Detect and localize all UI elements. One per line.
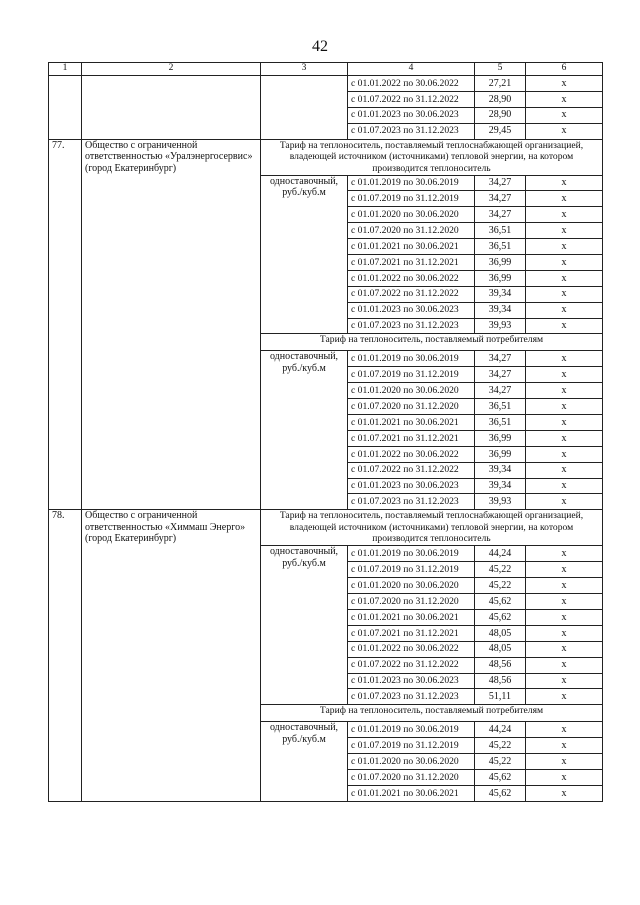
period-cell: с 01.01.2019 по 30.06.2019 [348, 546, 475, 562]
value-cell: 36,99 [475, 430, 526, 446]
x-cell: х [526, 383, 603, 399]
value-cell: 27,21 [475, 76, 526, 92]
organization-name: Общество с ограниченной ответственностью «Химмаш Энерго» (город Екатеринбург) [82, 510, 261, 801]
tariff-type: одноставочный, руб./куб.м [261, 546, 348, 705]
page-number: 42 [312, 38, 328, 55]
value-cell: 45,62 [475, 609, 526, 625]
entry-number: 78. [49, 510, 82, 801]
x-cell: х [526, 286, 603, 302]
period-cell: с 01.07.2022 по 31.12.2022 [348, 286, 475, 302]
x-cell: х [526, 175, 603, 191]
x-cell: х [526, 255, 603, 271]
period-cell: с 01.07.2020 по 31.12.2020 [348, 594, 475, 610]
value-cell: 39,34 [475, 286, 526, 302]
x-cell: х [526, 562, 603, 578]
value-cell: 39,34 [475, 478, 526, 494]
tariff-section-title: Тариф на теплоноситель, поставляемый потребителям [261, 705, 603, 722]
x-cell: х [526, 673, 603, 689]
value-cell: 45,62 [475, 785, 526, 801]
value-cell: 48,05 [475, 625, 526, 641]
value-cell: 45,22 [475, 754, 526, 770]
value-cell: 34,27 [475, 351, 526, 367]
x-cell: х [526, 722, 603, 738]
value-cell: 45,22 [475, 738, 526, 754]
x-cell: х [526, 399, 603, 415]
period-cell: с 01.01.2022 по 30.06.2022 [348, 446, 475, 462]
period-cell: с 01.07.2019 по 31.12.2019 [348, 738, 475, 754]
value-cell: 45,22 [475, 578, 526, 594]
period-cell: с 01.07.2019 по 31.12.2019 [348, 367, 475, 383]
value-cell: 39,34 [475, 302, 526, 318]
section-title-row [49, 510, 603, 546]
section-title-row [49, 139, 603, 175]
organization-name: Общество с ограниченной ответственностью «Уралэнергосервис» (город Екатеринбург) [82, 139, 261, 510]
value-cell: 45,62 [475, 594, 526, 610]
value-cell: 39,93 [475, 494, 526, 510]
tariff-type-cell [261, 76, 348, 140]
tariff-table [48, 62, 603, 802]
x-cell: х [526, 191, 603, 207]
x-cell: х [526, 625, 603, 641]
column-header: 1 [49, 63, 82, 76]
x-cell: х [526, 367, 603, 383]
x-cell: х [526, 594, 603, 610]
period-cell: с 01.07.2020 по 31.12.2020 [348, 399, 475, 415]
x-cell: х [526, 462, 603, 478]
value-cell: 44,24 [475, 722, 526, 738]
period-cell: с 01.01.2021 по 30.06.2021 [348, 609, 475, 625]
tariff-section-title: Тариф на теплоноситель, поставляемый потребителям [261, 334, 603, 351]
period-cell: с 01.01.2019 по 30.06.2019 [348, 351, 475, 367]
x-cell: х [526, 415, 603, 431]
period-cell: с 01.01.2022 по 30.06.2022 [348, 76, 475, 92]
x-cell: х [526, 657, 603, 673]
value-cell: 34,27 [475, 367, 526, 383]
value-cell: 39,34 [475, 462, 526, 478]
value-cell: 48,56 [475, 673, 526, 689]
value-cell: 28,90 [475, 91, 526, 107]
value-cell: 45,22 [475, 562, 526, 578]
x-cell: х [526, 207, 603, 223]
period-cell: с 01.01.2023 по 30.06.2023 [348, 302, 475, 318]
period-cell: с 01.01.2023 по 30.06.2023 [348, 673, 475, 689]
value-cell: 48,56 [475, 657, 526, 673]
value-cell: 36,51 [475, 399, 526, 415]
period-cell: с 01.01.2023 по 30.06.2023 [348, 107, 475, 123]
value-cell: 34,27 [475, 383, 526, 399]
value-cell: 36,51 [475, 239, 526, 255]
period-cell: с 01.01.2019 по 30.06.2019 [348, 722, 475, 738]
period-cell: с 01.01.2019 по 30.06.2019 [348, 175, 475, 191]
value-cell: 51,11 [475, 689, 526, 705]
column-header: 2 [82, 63, 261, 76]
table-row [49, 76, 603, 92]
x-cell: х [526, 107, 603, 123]
value-cell: 36,99 [475, 446, 526, 462]
period-cell: с 01.07.2022 по 31.12.2022 [348, 91, 475, 107]
x-cell: х [526, 318, 603, 334]
period-cell: с 01.01.2021 по 30.06.2021 [348, 415, 475, 431]
x-cell: х [526, 239, 603, 255]
period-cell: с 01.01.2021 по 30.06.2021 [348, 785, 475, 801]
x-cell: х [526, 769, 603, 785]
period-cell: с 01.01.2020 по 30.06.2020 [348, 578, 475, 594]
column-header: 5 [475, 63, 526, 76]
value-cell: 28,90 [475, 107, 526, 123]
x-cell: х [526, 270, 603, 286]
tariff-type: одноставочный, руб./куб.м [261, 351, 348, 510]
value-cell: 44,24 [475, 546, 526, 562]
column-header: 4 [348, 63, 475, 76]
organization-cell [82, 76, 261, 140]
period-cell: с 01.01.2022 по 30.06.2022 [348, 641, 475, 657]
x-cell: х [526, 494, 603, 510]
column-header: 3 [261, 63, 348, 76]
period-cell: с 01.01.2020 по 30.06.2020 [348, 383, 475, 399]
x-cell: х [526, 754, 603, 770]
period-cell: с 01.07.2023 по 31.12.2023 [348, 689, 475, 705]
column-header-row [49, 63, 603, 76]
value-cell: 34,27 [475, 191, 526, 207]
x-cell: х [526, 478, 603, 494]
period-cell: с 01.01.2021 по 30.06.2021 [348, 239, 475, 255]
value-cell: 48,05 [475, 641, 526, 657]
value-cell: 45,62 [475, 769, 526, 785]
period-cell: с 01.07.2021 по 31.12.2021 [348, 625, 475, 641]
value-cell: 34,27 [475, 175, 526, 191]
tariff-section-title: Тариф на теплоноситель, поставляемый теплоснабжающей организацией, владеющей источником (источниками) тепловой энергии, на котором производится теплоноситель [261, 139, 603, 175]
x-cell: х [526, 546, 603, 562]
value-cell: 36,51 [475, 223, 526, 239]
period-cell: с 01.07.2020 по 31.12.2020 [348, 223, 475, 239]
x-cell: х [526, 689, 603, 705]
x-cell: х [526, 302, 603, 318]
x-cell: х [526, 446, 603, 462]
period-cell: с 01.07.2021 по 31.12.2021 [348, 255, 475, 271]
period-cell: с 01.07.2021 по 31.12.2021 [348, 430, 475, 446]
x-cell: х [526, 785, 603, 801]
tariff-section-title: Тариф на теплоноситель, поставляемый теплоснабжающей организацией, владеющей источником (источниками) тепловой энергии, на котором производится теплоноситель [261, 510, 603, 546]
x-cell: х [526, 578, 603, 594]
period-cell: с 01.07.2023 по 31.12.2023 [348, 318, 475, 334]
value-cell: 34,27 [475, 207, 526, 223]
value-cell: 39,93 [475, 318, 526, 334]
x-cell: х [526, 91, 603, 107]
value-cell: 36,99 [475, 270, 526, 286]
period-cell: с 01.01.2023 по 30.06.2023 [348, 478, 475, 494]
entry-number: 77. [49, 139, 82, 510]
period-cell: с 01.07.2020 по 31.12.2020 [348, 769, 475, 785]
value-cell: 36,51 [475, 415, 526, 431]
period-cell: с 01.01.2020 по 30.06.2020 [348, 207, 475, 223]
value-cell: 29,45 [475, 123, 526, 139]
period-cell: с 01.07.2022 по 31.12.2022 [348, 657, 475, 673]
x-cell: х [526, 609, 603, 625]
x-cell: х [526, 641, 603, 657]
x-cell: х [526, 351, 603, 367]
x-cell: х [526, 223, 603, 239]
period-cell: с 01.01.2020 по 30.06.2020 [348, 754, 475, 770]
period-cell: с 01.01.2022 по 30.06.2022 [348, 270, 475, 286]
period-cell: с 01.07.2023 по 31.12.2023 [348, 494, 475, 510]
period-cell: с 01.07.2019 по 31.12.2019 [348, 191, 475, 207]
value-cell: 36,99 [475, 255, 526, 271]
entry-number-cell [49, 76, 82, 140]
x-cell: х [526, 76, 603, 92]
x-cell: х [526, 430, 603, 446]
tariff-type: одноставочный, руб./куб.м [261, 175, 348, 334]
period-cell: с 01.07.2023 по 31.12.2023 [348, 123, 475, 139]
column-header: 6 [526, 63, 603, 76]
tariff-type: одноставочный, руб./куб.м [261, 722, 348, 801]
period-cell: с 01.07.2019 по 31.12.2019 [348, 562, 475, 578]
x-cell: х [526, 123, 603, 139]
period-cell: с 01.07.2022 по 31.12.2022 [348, 462, 475, 478]
x-cell: х [526, 738, 603, 754]
